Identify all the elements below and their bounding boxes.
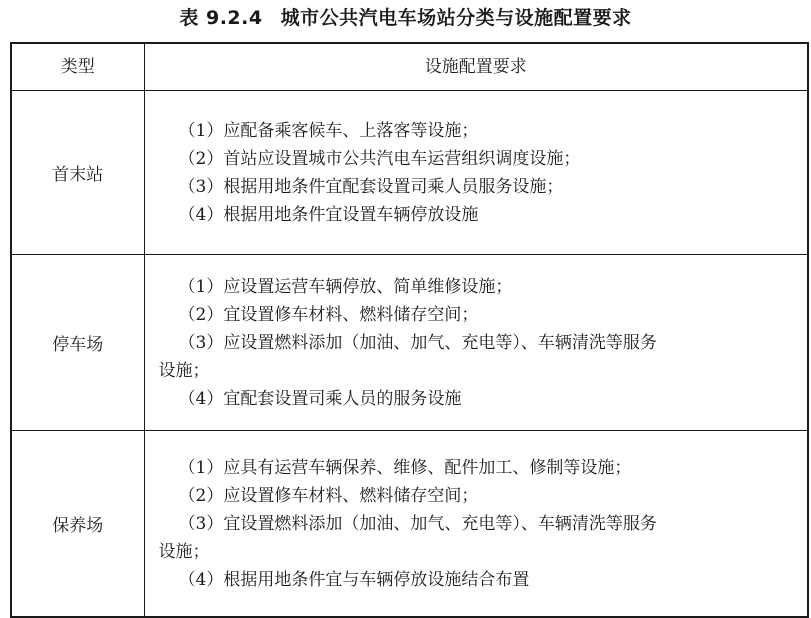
table-number: 表 9.2.4 (179, 7, 263, 29)
requirement-item: （1）应具有运营车辆保养、维修、配件加工、修制等设施； (178, 457, 632, 478)
requirement-item: （3）宜设置燃料添加（加油、加气、充电等）、车辆清洗等服务 (178, 513, 657, 534)
requirement-cell-parking (144, 255, 808, 431)
table-title: 城市公共汽电车场站分类与设施配置要求 (280, 7, 632, 29)
table-caption (0, 4, 811, 32)
table-row-terminal (11, 91, 808, 255)
requirement-item: （4）根据用地条件宜设置车辆停放设施 (178, 204, 479, 225)
type-cell-parking: 停车场 (11, 255, 144, 431)
requirement-item: （2）应设置修车材料、燃料储存空间； (178, 485, 479, 506)
requirement-item: （1）应设置运营车辆停放、简单维修设施； (178, 276, 513, 297)
requirement-cell-maintenance (144, 431, 808, 618)
requirement-item-continuation: 设施； (158, 360, 210, 381)
type-cell-terminal: 首末站 (11, 91, 144, 255)
table-row-parking (11, 255, 808, 431)
requirement-item: （4）根据用地条件宜与车辆停放设施结合布置 (178, 569, 530, 590)
requirement-item: （2）首站应设置城市公共汽电车运营组织调度设施； (178, 148, 581, 169)
header-requirement: 设施配置要求 (144, 43, 808, 91)
header-type: 类型 (11, 43, 144, 91)
facility-requirements-table (10, 42, 809, 618)
table-header-row (11, 43, 808, 91)
requirement-item: （3）根据用地条件宜配套设置司乘人员服务设施； (178, 176, 564, 197)
requirement-item: （4）宜配套设置司乘人员的服务设施 (178, 388, 462, 409)
type-cell-maintenance: 保养场 (11, 431, 144, 618)
table-row-maintenance (11, 431, 808, 618)
requirement-item: （1）应配备乘客候车、上落客等设施； (178, 120, 479, 141)
requirement-item-continuation: 设施； (158, 541, 210, 562)
requirement-item: （2）宜设置修车材料、燃料储存空间； (178, 304, 479, 325)
requirement-item: （3）应设置燃料添加（加油、加气、充电等）、车辆清洗等服务 (178, 332, 657, 353)
requirement-cell-terminal (144, 91, 808, 255)
